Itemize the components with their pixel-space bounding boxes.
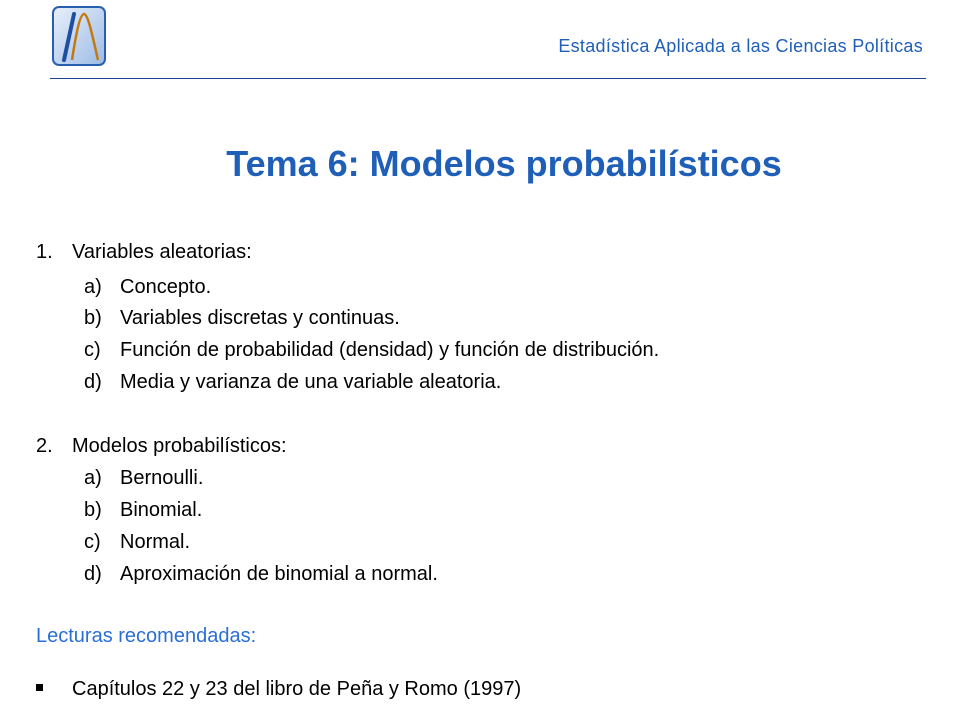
subitem-letter: d) [84, 563, 102, 585]
outline-subitem [84, 306, 400, 330]
square-bullet-icon [36, 684, 43, 691]
logo-icon [50, 4, 110, 68]
reading-text: Capítulos 22 y 23 del libro de Peña y Romo (1997) [72, 678, 522, 700]
outline-label: Variables aleatorias: [72, 241, 252, 263]
subitem-text: Binomial. [120, 499, 203, 521]
subitem-letter: b) [84, 499, 102, 521]
outline-number: 1. [36, 241, 53, 263]
outline-label: Modelos probabilísticos: [72, 435, 287, 457]
subitem-text: Normal. [120, 531, 191, 553]
subitem-text: Bernoulli. [120, 467, 204, 489]
subitem-letter: a) [84, 467, 102, 489]
subitem-letter: d) [84, 371, 102, 393]
readings-heading: Lecturas recomendadas: [36, 625, 257, 647]
outline-subitem [84, 562, 438, 586]
outline-item-1 [36, 240, 252, 264]
outline-item-2 [36, 434, 287, 458]
outline-subitem [84, 530, 190, 554]
slide-title: Tema 6: Modelos probabilísticos [226, 143, 782, 184]
subitem-letter: c) [84, 339, 101, 361]
subitem-letter: b) [84, 307, 102, 329]
header-title: Estadística Aplicada a las Ciencias Políticas [558, 36, 923, 56]
header-divider [50, 78, 926, 79]
subitem-text: Aproximación de binomial a normal. [120, 563, 438, 585]
outline-subitem [84, 498, 202, 522]
subitem-letter: a) [84, 276, 102, 298]
subitem-text: Media y varianza de una variable aleatoria. [120, 371, 502, 393]
outline-subitem [84, 466, 203, 490]
outline-subitem [84, 275, 211, 299]
subitem-text: Concepto. [120, 276, 212, 298]
outline-subitem [84, 338, 659, 362]
subitem-text: Función de probabilidad (densidad) y función de distribución. [120, 339, 660, 361]
outline-subitem [84, 370, 501, 394]
reading-item [36, 678, 521, 701]
subitem-text: Variables discretas y continuas. [120, 307, 400, 329]
subitem-letter: c) [84, 531, 101, 553]
outline-number: 2. [36, 435, 53, 457]
